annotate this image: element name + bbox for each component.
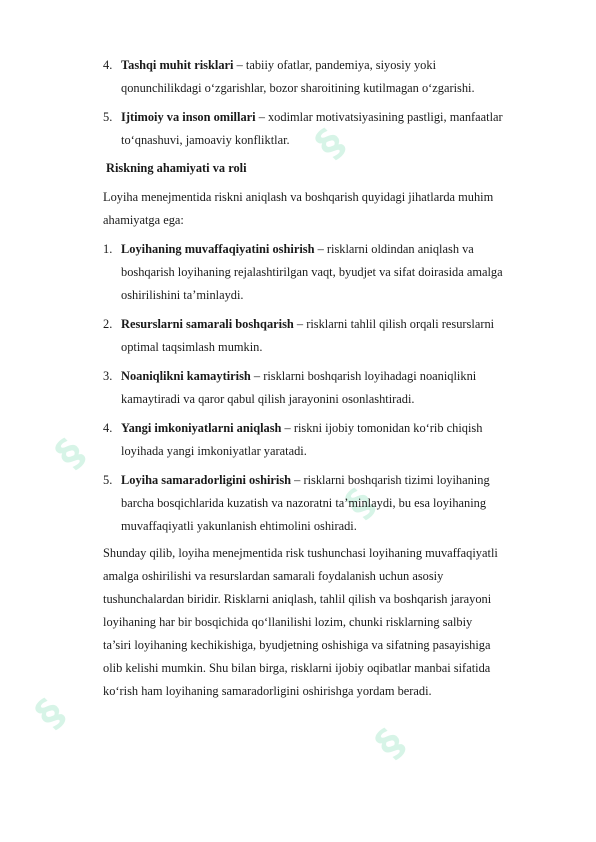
list-item-title: Loyiha samaradorligini oshirish [121,473,292,487]
intro-paragraph [103,186,558,232]
watermark-logo-icon: § [26,688,76,738]
paragraph-line: ahamiyatga ega: [103,213,184,227]
watermark-logo-icon: § [336,478,386,528]
paragraph-line: ta’siri loyihaning kechikishiga, byudjetning oshishiga va sifatning pasayishiga [103,638,491,652]
list-item-text: oshirilishini ta’minlaydi. [121,288,244,302]
list-item-text: – xodimlar motivatsiyasining pastligi, manfaatlar [255,110,503,124]
list-item [103,54,558,100]
list-item-text: kamaytiradi va qaror qabul qilish jarayonini osonlashtiradi. [121,392,415,406]
paragraph-line: tushunchalardan biridir. Risklarni aniqlash, tahlil qilish va boshqarish jarayoni [103,592,492,606]
list-number: 5. [103,110,113,124]
list-item-text: muvaffaqiyatli yakunlanish ehtimolini oshiradi. [121,519,357,533]
list-item-text: boshqarish loyihaning rejalashtirilgan vaqt, byudjet va sifat doirasida amalga [121,265,503,279]
list-item-text: – risklarni tahlil qilish orqali resurslarni [293,317,495,331]
list-item-title: Tashqi muhit risklari [121,58,234,72]
list-item-text: qonunchilikdagi o‘zgarishlar, bozor sharoitining kutilmagan o‘zgarishi. [121,81,475,95]
paragraph-line: Shunday qilib, loyiha menejmentida risk tushunchasi loyihaning muvaffaqiyatli [103,546,498,560]
list-item-text: – tabiiy ofatlar, pandemiya, siyosiy yoki [233,58,437,72]
paragraph-line: olib kelishi mumkin. Shu bilan birga, risklarni ijobiy oqibatlar manbai sifatida [103,661,491,675]
list-item-title: Ijtimoiy va inson omillari [121,110,256,124]
watermark-logo-icon: § [366,718,416,768]
paragraph-line: amalga oshirilishi va resurslardan samarali foydalanish uchun asosiy [103,569,444,583]
list-item-title: Resurslarni samarali boshqarish [121,317,294,331]
list-number: 3. [103,369,113,383]
conclusion-paragraph [103,542,558,703]
document-body [103,54,558,703]
list-number: 2. [103,317,113,331]
list-item [103,238,558,307]
watermark-logo-icon: § [306,118,356,168]
list-item [103,469,558,538]
list-item [103,106,558,152]
list-item [103,417,558,463]
list-item-title: Noaniqlikni kamaytirish [121,369,251,383]
list-item-text: – risklarni boshqarish loyihadagi noaniqlikni [250,369,477,383]
list-item [103,313,558,359]
list-item [103,365,558,411]
list-number: 4. [103,421,113,435]
section-heading: Riskning ahamiyati va roli [106,161,247,175]
paragraph-line: loyihaning har bir bosqichida qo‘llanilishi lozim, chunki risklarning salbiy [103,615,473,629]
list-item-text: – risklarni oldindan aniqlash va [314,242,474,256]
paragraph-line: ko‘rish ham loyihaning samaradorligini oshirishga yordam beradi. [103,684,432,698]
watermark-logo-icon: § [46,428,96,478]
list-number: 1. [103,242,113,256]
paragraph-line: Loyiha menejmentida riskni aniqlash va boshqarish quyidagi jihatlarda muhim [103,190,494,204]
list-item-text: – riskni ijobiy tomonidan ko‘rib chiqish [281,421,483,435]
list-item-text: loyihada yangi imkoniyatlar yaratadi. [121,444,307,458]
list-item-text: optimal taqsimlash mumkin. [121,340,263,354]
list-item-title: Loyihaning muvaffaqiyatini oshirish [121,242,315,256]
list-item-text: to‘qnashuvi, jamoaviy konfliktlar. [121,133,290,147]
list-number: 4. [103,58,113,72]
list-item-text: – risklarni boshqarish tizimi loyihaning [291,473,490,487]
list-item-text: barcha bosqichlarida kuzatish va nazoratni ta’minlaydi, bu esa loyihaning [121,496,487,510]
list-item-title: Yangi imkoniyatlarni aniqlash [121,421,282,435]
list-number: 5. [103,473,113,487]
